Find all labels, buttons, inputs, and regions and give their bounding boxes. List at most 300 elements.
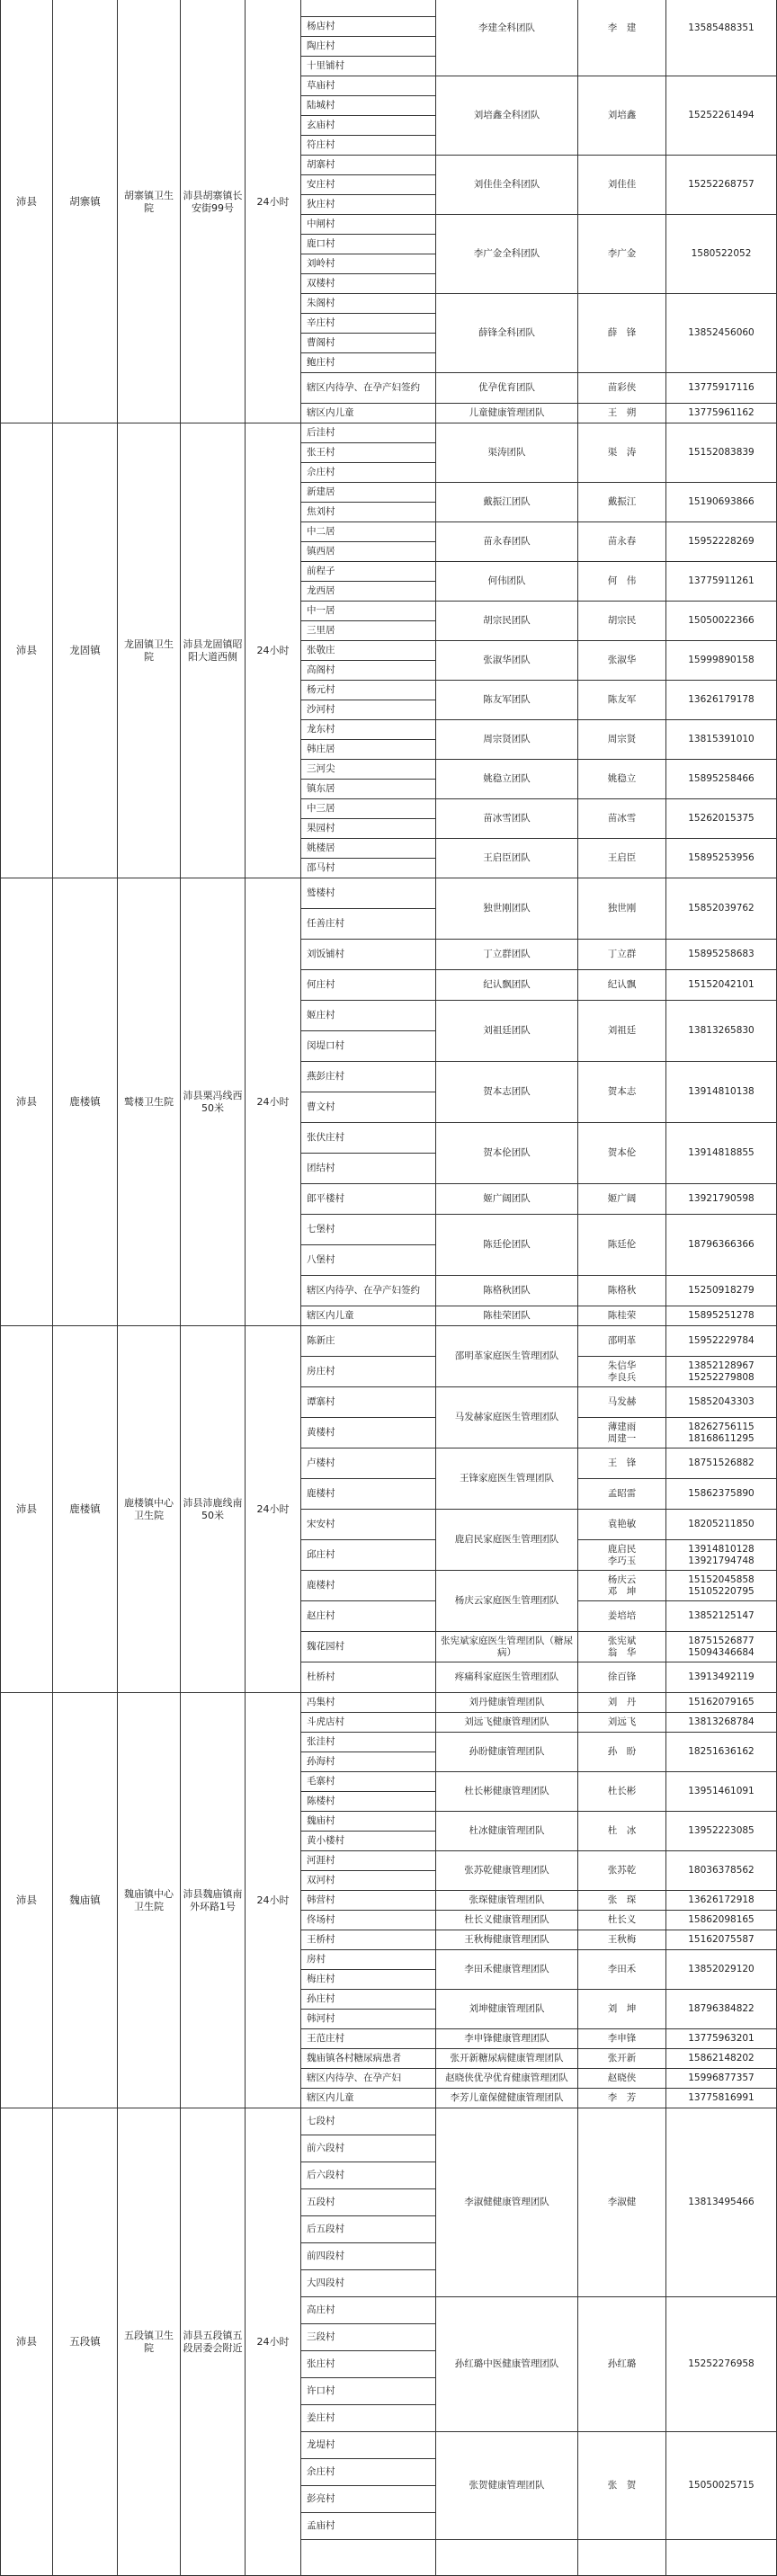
village-cell: 中三居 xyxy=(301,799,436,819)
village-cell: 陈楼村 xyxy=(301,1792,436,1812)
leader-cell: 李 芳 xyxy=(578,2089,666,2108)
phone-cell: 15895253956 xyxy=(666,839,777,878)
address-cell: 沛县五段镇五段居委会附近 xyxy=(181,2108,246,2576)
county-cell: 沛县 xyxy=(1,2108,53,2576)
village-cell: 中一居 xyxy=(301,602,436,621)
phone-cell: 15050022366 xyxy=(666,602,777,641)
phone-cell: 13852029120 xyxy=(666,1950,777,1990)
institution-cell: 五段镇卫生院 xyxy=(118,2108,181,2576)
village-cell: 三河尖 xyxy=(301,760,436,780)
team-cell: 纪认飘团队 xyxy=(436,970,578,1001)
table-row xyxy=(1,1693,777,1713)
village-cell: 任善庄村 xyxy=(301,909,436,940)
village-cell: 后洼村 xyxy=(301,423,436,443)
leader-cell: 陈廷伦 xyxy=(578,1215,666,1276)
village-cell: 七堡村 xyxy=(301,1215,436,1245)
village-cell: 斗虎店村 xyxy=(301,1713,436,1733)
team-cell: 杜长彬健康管理团队 xyxy=(436,1772,578,1812)
village-cell: 焦刘村 xyxy=(301,503,436,522)
team-cell: 刘丹健康管理团队 xyxy=(436,1693,578,1713)
village-cell: 朱阁村 xyxy=(301,294,436,314)
village-cell: 杨元村 xyxy=(301,681,436,700)
leader-cell: 李申锋 xyxy=(578,2029,666,2049)
leader-cell: 刘佳佳 xyxy=(578,156,666,215)
address-cell: 沛县龙固镇昭阳大道西侧 xyxy=(181,423,246,878)
village-cell: 曹阁村 xyxy=(301,334,436,353)
village-cell: 韩庄居 xyxy=(301,740,436,760)
phone-cell: 18251636162 xyxy=(666,1733,777,1772)
team-cell: 独世刚团队 xyxy=(436,878,578,940)
village-cell: 杜桥村 xyxy=(301,1662,436,1693)
phone-cell: 15162075587 xyxy=(666,1930,777,1950)
leader-cell: 姬广阔 xyxy=(578,1184,666,1215)
hours-cell: 24小时 xyxy=(246,0,301,423)
phone-cell: 13585488351 xyxy=(666,0,777,76)
phone-cell: 13775816991 xyxy=(666,2089,777,2108)
village-cell: 辖区内待孕、在孕产妇签约 xyxy=(301,373,436,404)
village-cell: 刘岭村 xyxy=(301,254,436,274)
leader-cell: 刘 坤 xyxy=(578,1990,666,2029)
village-cell: 鹿楼村 xyxy=(301,1571,436,1601)
leader-cell: 苗彩侠 xyxy=(578,373,666,404)
leader-cell: 薛 锋 xyxy=(578,294,666,373)
hours-cell: 24小时 xyxy=(246,1693,301,2108)
village-cell: 孟庙村 xyxy=(301,2513,436,2540)
village-cell: 孙海村 xyxy=(301,1752,436,1772)
institution-cell: 魏庙镇中心卫生院 xyxy=(118,1693,181,2108)
hours-cell: 24小时 xyxy=(246,2108,301,2576)
address-cell: 沛县魏庙镇南外环路1号 xyxy=(181,1693,246,2108)
leader-cell: 杜长义 xyxy=(578,1911,666,1930)
leader-cell: 袁艳敏 xyxy=(578,1510,666,1540)
phone-cell: 13914810128 13921794748 xyxy=(666,1540,777,1571)
team-cell: 张贺健康管理团队 xyxy=(436,2432,578,2540)
village-cell: 孙庄村 xyxy=(301,1990,436,2010)
team-cell: 贺本志团队 xyxy=(436,1062,578,1123)
leader-cell: 徐百锋 xyxy=(578,1662,666,1693)
leader-cell: 苗冰雪 xyxy=(578,799,666,839)
leader-cell: 姚稳立 xyxy=(578,760,666,799)
leader-cell: 杜长彬 xyxy=(578,1772,666,1812)
team-cell: 张淑华团队 xyxy=(436,641,578,681)
village-cell: 辖区内儿童 xyxy=(301,2089,436,2108)
village-cell: 高庄村 xyxy=(301,2297,436,2324)
leader-cell: 张宪斌 翁 华 xyxy=(578,1632,666,1662)
phone-cell: 15852043303 xyxy=(666,1387,777,1418)
phone-cell: 15895258466 xyxy=(666,760,777,799)
leader-cell: 张开新 xyxy=(578,2049,666,2069)
phone-cell: 13914818855 xyxy=(666,1123,777,1184)
phone-cell: 18262756115 18168611295 xyxy=(666,1418,777,1448)
village-cell: 何庄村 xyxy=(301,970,436,1001)
leader-cell: 丁立群 xyxy=(578,940,666,970)
team-cell: 戴振江团队 xyxy=(436,483,578,522)
phone-cell: 13775911261 xyxy=(666,562,777,602)
phone-cell: 13921790598 xyxy=(666,1184,777,1215)
county-cell: 沛县 xyxy=(1,0,53,423)
team-cell: 杜冰健康管理团队 xyxy=(436,1812,578,1851)
hours-cell: 24小时 xyxy=(246,423,301,878)
phone-cell: 13951461091 xyxy=(666,1772,777,1812)
village-cell: 谭寨村 xyxy=(301,1387,436,1418)
team-cell: 陈友军团队 xyxy=(436,681,578,720)
team-cell: 贺本伦团队 xyxy=(436,1123,578,1184)
village-cell: 房庄村 xyxy=(301,1357,436,1387)
village-cell: 八堡村 xyxy=(301,1245,436,1276)
village-cell: 佘庄村 xyxy=(301,463,436,483)
village-cell: 前程子 xyxy=(301,562,436,582)
phone-cell: 13952223085 xyxy=(666,1812,777,1851)
team-cell: 赵晓侠优孕优育健康管理团队 xyxy=(436,2069,578,2089)
village-cell: 辖区内儿童 xyxy=(301,1306,436,1326)
village-cell: 鹿口村 xyxy=(301,235,436,254)
leader-cell: 孟昭雷 xyxy=(578,1479,666,1510)
table-row xyxy=(1,1326,777,1357)
village-cell: 鹫楼村 xyxy=(301,878,436,909)
phone-cell: 15152045858 15105220795 xyxy=(666,1571,777,1601)
village-cell: 杨店村 xyxy=(301,17,436,37)
village-cell: 邱庄村 xyxy=(301,1540,436,1571)
phone-cell: 13852125147 xyxy=(666,1601,777,1632)
team-cell: 刘佳佳全科团队 xyxy=(436,156,578,215)
leader-cell: 李田禾 xyxy=(578,1950,666,1990)
phone-cell: 15252276958 xyxy=(666,2297,777,2432)
village-cell: 双河村 xyxy=(301,1871,436,1891)
phone-cell xyxy=(666,2540,777,2576)
leader-cell: 独世刚 xyxy=(578,878,666,940)
team-cell: 李建全科团队 xyxy=(436,0,578,76)
leader-cell: 周宗贤 xyxy=(578,720,666,760)
village-cell: 辖区内待孕、在孕产妇 xyxy=(301,2069,436,2089)
village-cell: 高阁村 xyxy=(301,661,436,681)
leader-cell: 胡宗民 xyxy=(578,602,666,641)
team-cell: 苗永春团队 xyxy=(436,522,578,562)
village-cell: 七段村 xyxy=(301,2108,436,2135)
phone-cell: 18796384822 xyxy=(666,1990,777,2029)
county-cell: 沛县 xyxy=(1,423,53,878)
leader-cell: 杨庆云 邓 坤 xyxy=(578,1571,666,1601)
team-cell: 邵明革家庭医生管理团队 xyxy=(436,1326,578,1387)
leader-cell: 李淑健 xyxy=(578,2108,666,2297)
village-cell: 韩营村 xyxy=(301,1891,436,1911)
leader-cell: 刘远飞 xyxy=(578,1713,666,1733)
team-cell: 薛锋全科团队 xyxy=(436,294,578,373)
team-cell: 马发赫家庭医生管理团队 xyxy=(436,1387,578,1448)
village-cell xyxy=(301,0,436,17)
village-cell: 陆城村 xyxy=(301,96,436,116)
phone-cell: 15895251278 xyxy=(666,1306,777,1326)
village-cell: 镇东居 xyxy=(301,780,436,799)
phone-cell: 13626179178 xyxy=(666,681,777,720)
address-cell: 沛县胡寨镇长安街99号 xyxy=(181,0,246,423)
institution-cell: 龙固镇卫生院 xyxy=(118,423,181,878)
phone-cell: 13815391010 xyxy=(666,720,777,760)
town-cell: 魏庙镇 xyxy=(53,1693,118,2108)
leader-cell: 贺本伦 xyxy=(578,1123,666,1184)
team-cell: 刘培鑫全科团队 xyxy=(436,76,578,156)
leader-cell: 纪认飘 xyxy=(578,970,666,1001)
village-cell: 曹文村 xyxy=(301,1092,436,1123)
team-cell: 姬广阔团队 xyxy=(436,1184,578,1215)
table-row xyxy=(1,2108,777,2135)
leader-cell: 王 锋 xyxy=(578,1448,666,1479)
phone-cell: 15895258683 xyxy=(666,940,777,970)
hours-cell: 24小时 xyxy=(246,878,301,1326)
leader-cell: 渠 涛 xyxy=(578,423,666,483)
team-cell: 张琛健康管理团队 xyxy=(436,1891,578,1911)
team-cell: 李芳儿童保健健康管理团队 xyxy=(436,2089,578,2108)
village-cell: 张庄村 xyxy=(301,2351,436,2378)
leader-cell: 姜培培 xyxy=(578,1601,666,1632)
village-cell: 草庙村 xyxy=(301,76,436,96)
phone-cell: 15996877357 xyxy=(666,2069,777,2089)
village-cell: 团结村 xyxy=(301,1154,436,1184)
town-cell: 鹿楼镇 xyxy=(53,1326,118,1693)
table-row xyxy=(1,423,777,443)
village-cell: 河涯村 xyxy=(301,1851,436,1871)
phone-cell: 13775917116 xyxy=(666,373,777,404)
village-cell: 五段村 xyxy=(301,2189,436,2216)
village-cell: 魏花园村 xyxy=(301,1632,436,1662)
village-cell: 姚楼居 xyxy=(301,839,436,859)
phone-cell: 18751526877 15094346684 xyxy=(666,1632,777,1662)
village-cell: 安庄村 xyxy=(301,175,436,195)
team-cell: 李广金全科团队 xyxy=(436,215,578,294)
leader-cell: 张 琛 xyxy=(578,1891,666,1911)
table-row xyxy=(1,878,777,909)
phone-cell: 15252261494 xyxy=(666,76,777,156)
team-cell xyxy=(436,2540,578,2576)
team-cell: 优孕优育团队 xyxy=(436,373,578,404)
phone-cell: 18036378562 xyxy=(666,1851,777,1891)
team-cell: 鹿启民家庭医生管理团队 xyxy=(436,1510,578,1571)
phone-cell: 13626172918 xyxy=(666,1891,777,1911)
leader-cell: 邵明革 xyxy=(578,1326,666,1357)
village-cell: 张王村 xyxy=(301,443,436,463)
leader-cell: 刘祖廷 xyxy=(578,1001,666,1062)
phone-cell: 15190693866 xyxy=(666,483,777,522)
team-cell: 儿童健康管理团队 xyxy=(436,404,578,423)
leader-cell: 苗永春 xyxy=(578,522,666,562)
village-cell: 姜庄村 xyxy=(301,2405,436,2432)
village-cell: 中闸村 xyxy=(301,215,436,235)
village-cell: 毛寨村 xyxy=(301,1772,436,1792)
phone-cell: 15999890158 xyxy=(666,641,777,681)
institution-cell: 胡寨镇卫生院 xyxy=(118,0,181,423)
team-cell: 刘坤健康管理团队 xyxy=(436,1990,578,2029)
team-cell: 王锋家庭医生管理团队 xyxy=(436,1448,578,1510)
village-cell: 鹿楼村 xyxy=(301,1479,436,1510)
village-cell: 辛庄村 xyxy=(301,314,436,334)
village-cell: 王桥村 xyxy=(301,1930,436,1950)
village-cell: 双楼村 xyxy=(301,274,436,294)
village-cell: 沙河村 xyxy=(301,700,436,720)
town-cell: 五段镇 xyxy=(53,2108,118,2576)
village-cell: 燕彭庄村 xyxy=(301,1062,436,1092)
village-cell: 胡寨村 xyxy=(301,156,436,175)
village-cell xyxy=(301,2540,436,2576)
team-cell: 李申锋健康管理团队 xyxy=(436,2029,578,2049)
table-row xyxy=(1,0,777,17)
phone-cell: 15262015375 xyxy=(666,799,777,839)
leader-cell: 孙红璐 xyxy=(578,2297,666,2432)
phone-cell: 15152083839 xyxy=(666,423,777,483)
village-cell: 卢楼村 xyxy=(301,1448,436,1479)
village-cell: 鲍庄村 xyxy=(301,353,436,373)
phone-cell: 13775961162 xyxy=(666,404,777,423)
team-cell: 丁立群团队 xyxy=(436,940,578,970)
team-cell: 疼痛科家庭医生管理团队 xyxy=(436,1662,578,1693)
leader-cell: 张淑华 xyxy=(578,641,666,681)
village-cell: 后六段村 xyxy=(301,2162,436,2189)
team-cell: 姚稳立团队 xyxy=(436,760,578,799)
phone-cell: 15252268757 xyxy=(666,156,777,215)
team-cell: 李田禾健康管理团队 xyxy=(436,1950,578,1990)
village-cell: 新建居 xyxy=(301,483,436,503)
phone-cell: 13775963201 xyxy=(666,2029,777,2049)
village-cell: 龙东村 xyxy=(301,720,436,740)
leader-cell: 张 贺 xyxy=(578,2432,666,2540)
leader-cell: 王启臣 xyxy=(578,839,666,878)
leader-cell: 马发赫 xyxy=(578,1387,666,1418)
phone-cell: 18205211850 xyxy=(666,1510,777,1540)
leader-cell: 张苏乾 xyxy=(578,1851,666,1891)
town-cell: 胡寨镇 xyxy=(53,0,118,423)
leader-cell: 杜 冰 xyxy=(578,1812,666,1851)
team-cell: 刘远飞健康管理团队 xyxy=(436,1713,578,1733)
leader-cell: 王秋梅 xyxy=(578,1930,666,1950)
table-body xyxy=(1,0,777,2576)
leader-cell: 戴振江 xyxy=(578,483,666,522)
village-cell: 张伏庄村 xyxy=(301,1123,436,1154)
village-cell: 龙堤村 xyxy=(301,2432,436,2459)
phone-cell: 13813495466 xyxy=(666,2108,777,2297)
phone-cell: 18796366366 xyxy=(666,1215,777,1276)
phone-cell: 13913492119 xyxy=(666,1662,777,1693)
village-cell: 辖区内待孕、在孕产妇签约 xyxy=(301,1276,436,1306)
county-cell: 沛县 xyxy=(1,878,53,1326)
team-cell: 陈桂荣团队 xyxy=(436,1306,578,1326)
team-cell: 胡宗民团队 xyxy=(436,602,578,641)
phone-cell: 13852456060 xyxy=(666,294,777,373)
phone-cell: 15952228269 xyxy=(666,522,777,562)
leader-cell: 刘培鑫 xyxy=(578,76,666,156)
team-cell: 李淑健健康管理团队 xyxy=(436,2108,578,2297)
town-cell: 龙固镇 xyxy=(53,423,118,878)
village-cell: 姬庄村 xyxy=(301,1001,436,1031)
leader-cell: 刘 丹 xyxy=(578,1693,666,1713)
village-cell: 张敬庄 xyxy=(301,641,436,661)
leader-cell xyxy=(578,2540,666,2576)
phone-cell: 13813265830 xyxy=(666,1001,777,1062)
village-cell: 魏庙村 xyxy=(301,1812,436,1832)
leader-cell: 李广金 xyxy=(578,215,666,294)
team-cell: 杨庆云家庭医生管理团队 xyxy=(436,1571,578,1632)
phone-cell: 15250918279 xyxy=(666,1276,777,1306)
village-cell: 前四段村 xyxy=(301,2243,436,2270)
village-cell: 黄楼村 xyxy=(301,1418,436,1448)
leader-cell: 陈友军 xyxy=(578,681,666,720)
leader-cell: 孙 盼 xyxy=(578,1733,666,1772)
village-cell: 宋安村 xyxy=(301,1510,436,1540)
team-cell: 渠涛团队 xyxy=(436,423,578,483)
village-cell: 陈新庄 xyxy=(301,1326,436,1357)
phone-cell: 15862375890 xyxy=(666,1479,777,1510)
village-cell: 黄小楼村 xyxy=(301,1832,436,1851)
leader-cell: 朱信华 李良兵 xyxy=(578,1357,666,1387)
village-cell: 狄庄村 xyxy=(301,195,436,215)
team-cell: 张开新糖尿病健康管理团队 xyxy=(436,2049,578,2069)
team-cell: 何伟团队 xyxy=(436,562,578,602)
team-cell: 王秋梅健康管理团队 xyxy=(436,1930,578,1950)
county-cell: 沛县 xyxy=(1,1693,53,2108)
village-cell: 韩河村 xyxy=(301,2010,436,2029)
leader-cell: 薄建雨 周建一 xyxy=(578,1418,666,1448)
village-cell: 彭亮村 xyxy=(301,2486,436,2513)
village-cell: 镇西居 xyxy=(301,542,436,562)
village-cell: 房村 xyxy=(301,1950,436,1970)
team-cell: 杜长义健康管理团队 xyxy=(436,1911,578,1930)
team-cell: 周宗贤团队 xyxy=(436,720,578,760)
team-cell: 王启臣团队 xyxy=(436,839,578,878)
village-cell: 玄庙村 xyxy=(301,116,436,136)
village-cell: 冯集村 xyxy=(301,1693,436,1713)
village-cell: 郎平楼村 xyxy=(301,1184,436,1215)
village-cell: 中二居 xyxy=(301,522,436,542)
village-cell: 三里居 xyxy=(301,621,436,641)
phone-cell: 18751526882 xyxy=(666,1448,777,1479)
leader-cell: 贺本志 xyxy=(578,1062,666,1123)
village-cell: 十里铺村 xyxy=(301,57,436,76)
address-cell: 沛县栗冯线西50米 xyxy=(181,878,246,1326)
team-cell: 陈格秋团队 xyxy=(436,1276,578,1306)
team-cell: 苗冰雪团队 xyxy=(436,799,578,839)
village-cell: 龙西居 xyxy=(301,582,436,602)
village-cell: 后五段村 xyxy=(301,2216,436,2243)
village-cell: 许口村 xyxy=(301,2378,436,2405)
village-cell: 果园村 xyxy=(301,819,436,839)
team-cell: 刘祖廷团队 xyxy=(436,1001,578,1062)
leader-cell: 李 建 xyxy=(578,0,666,76)
institution-cell: 鹫楼卫生院 xyxy=(118,878,181,1326)
county-cell: 沛县 xyxy=(1,1326,53,1693)
town-cell: 鹿楼镇 xyxy=(53,878,118,1326)
team-cell: 张苏乾健康管理团队 xyxy=(436,1851,578,1891)
team-cell: 孙盼健康管理团队 xyxy=(436,1733,578,1772)
village-cell: 符庄村 xyxy=(301,136,436,156)
phone-cell: 1580522052 xyxy=(666,215,777,294)
village-cell: 赵庄村 xyxy=(301,1601,436,1632)
village-cell: 梅庄村 xyxy=(301,1970,436,1990)
leader-cell: 何 伟 xyxy=(578,562,666,602)
leader-cell: 赵晓侠 xyxy=(578,2069,666,2089)
leader-cell: 鹿启民 李巧玉 xyxy=(578,1540,666,1571)
village-cell: 张洼村 xyxy=(301,1733,436,1752)
phone-cell: 15050025715 xyxy=(666,2432,777,2540)
village-cell: 佟场村 xyxy=(301,1911,436,1930)
village-cell: 三段村 xyxy=(301,2324,436,2351)
leader-cell: 陈格秋 xyxy=(578,1276,666,1306)
phone-cell: 15952229784 xyxy=(666,1326,777,1357)
phone-cell: 13813268784 xyxy=(666,1713,777,1733)
team-cell: 陈廷伦团队 xyxy=(436,1215,578,1276)
village-cell: 邵马村 xyxy=(301,859,436,878)
phone-cell: 13914810138 xyxy=(666,1062,777,1123)
village-cell: 前六段村 xyxy=(301,2135,436,2162)
village-cell: 辖区内儿童 xyxy=(301,404,436,423)
leader-cell: 王 朔 xyxy=(578,404,666,423)
village-cell: 闵堤口村 xyxy=(301,1031,436,1062)
